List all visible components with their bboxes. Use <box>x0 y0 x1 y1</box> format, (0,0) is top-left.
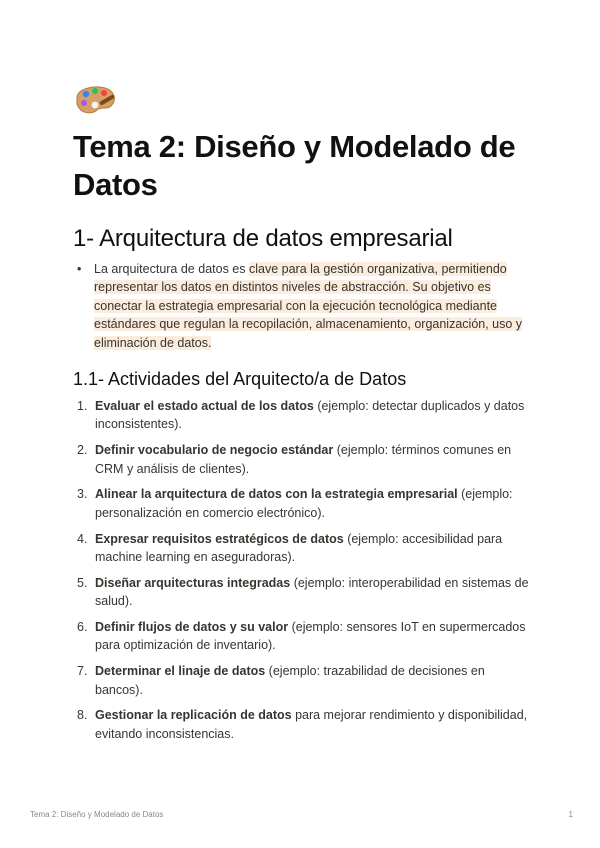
section-heading: 1- Arquitectura de datos empresarial <box>73 225 453 252</box>
list-item: 3. Alinear la arquitectura de datos con la estrategia empresarial (ejemplo: personalización en comercio electrónico). <box>77 487 513 520</box>
page-title: Tema 2: Diseño y Modelado de Datos <box>73 129 516 202</box>
bullet-middle: . Su objetivo es <box>405 280 491 295</box>
page-footer <box>30 810 573 819</box>
page-number: 1 <box>568 810 573 819</box>
highlight-text: clave para la gestión organizativa, permitiendo representar los datos en distintos niveles de abstracción <box>94 262 507 295</box>
bullet-text <box>94 260 533 352</box>
artist-palette-icon <box>73 84 117 116</box>
bullet-item <box>73 260 533 352</box>
footer-title: Tema 2: Diseño y Modelado de Datos <box>30 810 164 819</box>
list-item: 4. Expresar requisitos estratégicos de datos (ejemplo: accesibilidad para machine learning en aseguradoras). <box>77 531 503 565</box>
bullet-dot-icon: • <box>77 262 82 276</box>
list-item: 2. Definir vocabulario de negocio estándar (ejemplo: términos comunes en CRM y análisis de clientes). <box>77 443 512 476</box>
highlight-text-2: conectar la estrategia empresarial con la ejecución tecnológica mediante estándares que regulan la recopilación, almacenamiento, organización, uso y eliminación de datos. <box>94 298 523 350</box>
list-item: 1. Evaluar el estado actual de los datos (ejemplo: detectar duplicados y datos inconsistentes). <box>77 399 525 432</box>
list-item: 8. Gestionar la replicación de datos para mejorar rendimiento y disponibilidad, evitando inconsistencias. <box>77 708 528 741</box>
list-item: 5. Diseñar arquitecturas integradas (ejemplo: interoperabilidad en sistemas de salud). <box>77 575 529 609</box>
activities-list <box>73 397 533 751</box>
subsection-heading: 1.1- Actividades del Arquitecto/a de Datos <box>73 369 407 389</box>
bullet-prefix: La arquitectura de datos es <box>94 262 249 276</box>
list-item: 6. Definir flujos de datos y su valor (ejemplo: sensores IoT en supermercados para optimización de inventario). <box>77 620 526 653</box>
list-item: 7. Determinar el linaje de datos (ejemplo: trazabilidad de decisiones en bancos). <box>77 664 485 697</box>
